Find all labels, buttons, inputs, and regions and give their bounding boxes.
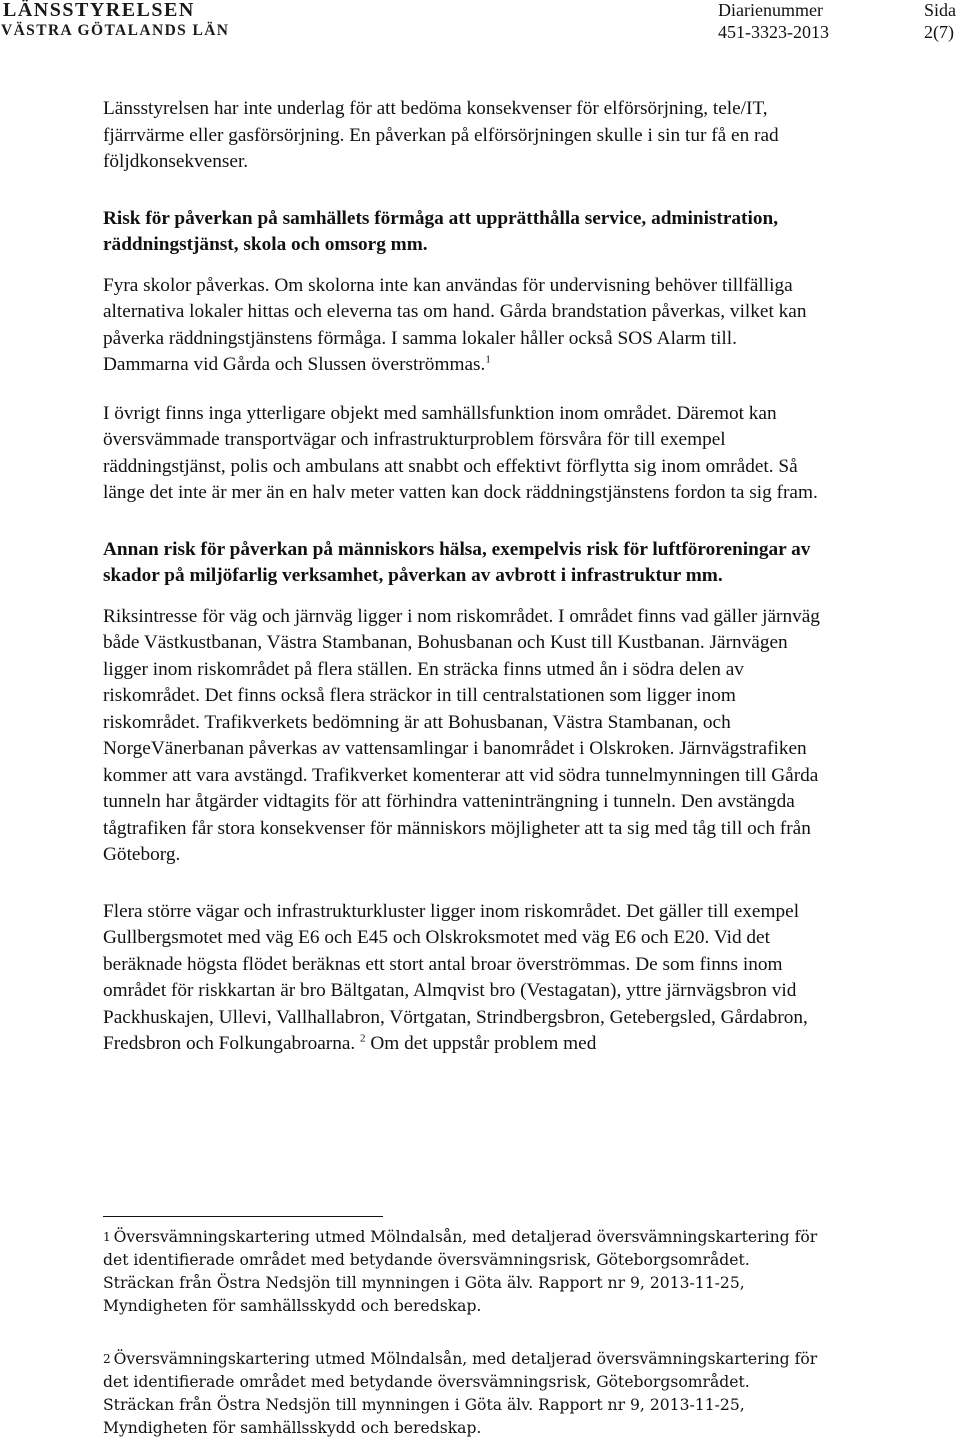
paragraph-roads-continuation: Om det uppstår problem med [370,1033,597,1054]
diarienummer-value: 451-3323-2013 [718,22,829,42]
agency-logo-county: VÄSTRA GÖTALANDS LÄN [1,22,230,39]
paragraph-utilities: Länsstyrelsen har inte underlag för att bedöma konsekvenser för elförsörjning, tele/IT, fjärrvärme eller gasförsörjning. En påverkan på elförsörjningen skulle i sin tur få en rad följdkonsekvenser. [103,98,779,172]
footnote-ref-1[interactable]: 1 [485,353,491,366]
agency-logo-name: LÄNSSTYRELSEN [3,0,195,21]
footnote-1-mark: 1 [103,1230,111,1244]
page-label: Sida [924,0,957,20]
page-number: 2(7) [924,22,954,42]
heading-public-services: Risk för påverkan på samhällets förmåga att upprätthålla service, administration, räddningstjänst, skola och omsorg mm. [103,207,779,255]
footnote-2 [103,1348,823,1440]
heading-health-risks: Annan risk för påverkan på människors hälsa, exempelvis risk för luftföroreningar av skador på miljöfarlig verksamhet, påverkan av avbrott i infrastruktur mm. [103,538,811,586]
paragraph-roads-bridges [103,899,823,1058]
paragraph-schools [103,273,823,379]
footnote-1-text: Översvämningskartering utmed Mölndalsån, med detaljerad översvämningskartering för det identifierade området med betydande översvämningsrisk, Göteborgsområdet. Sträckan från Östra Nedsjön till mynningen i Göta älv. Rapport nr 9, 2013-11-25, Myndigheten för samhällsskydd och beredskap. [103,1228,818,1315]
paragraph-roads-text: Flera större vägar och infrastrukturkluster ligger inom riskområdet. Det gäller till exempel Gullbergsmotet med väg E6 och E45 och Olskroksmotet med väg E6 och E20. Vid det beräknade högsta flödet beräknas ett stort antal broar överströmmas. De som finns inom området för riskkartan är bro Bältgatan, Almqvist bro (Vestagatan), yttre järnvägsbron vid Packhuskajen, Ullevi, Vallhallabron, Vörtgatan, Strindbergsbron, Getebergsled, Gårdabron, Fredsbron och Folkungabroarna. [103,900,808,1054]
paragraph-railway: Riksintresse för väg och järnväg ligger i nom riskområdet. I området finns vad gäller järnväg både Västkustbanan, Västra Stambanan, Bohusbanan och Kust till Kustbanan. Järnvägen ligger inom riskområdet på flera ställen. En sträcka finns utmed ån i södra delen av riskområdet. Det finns också flera sträckor in till centralstationen som ligger inom riskområdet. Trafikverkets bedömning är att Bohusbanan, Västra Stambanan, och NorgeVänerbanan påverkas av vattensamlingar i banområdet i Olskroken. Järnvägstrafiken kommer att vara avstängd. Trafikverket komenterar att vid södra tunnelmynningen till Gårda tunneln har åtgärder vidtagits för att förhindra vatteninträngning i tunneln. Den avstängda tågtrafiken får stora konsekvenser för människors möjligheter att ta sig med tåg till och från Göteborg. [103,605,820,865]
paragraph-schools-text: Fyra skolor påverkas. Om skolorna inte kan användas för undervisning behöver tillfälliga alternativa lokaler hittas och eleverna tas om hand. Gårda brandstation påverkas, vilket kan påverka räddningstjänstens förmåga. I samma lokaler håller också SOS Alarm till. Dammarna vid Gårda och Slussen överströmmas. [103,274,807,375]
footnote-2-text: Översvämningskartering utmed Mölndalsån, med detaljerad översvämningskartering för det identifierade området med betydande översvämningsrisk, Göteborgsområdet. Sträckan från Östra Nedsjön till mynningen i Göta älv. Rapport nr 9, 2013-11-25, Myndigheten för samhällsskydd och beredskap. [103,1350,818,1437]
footnote-ref-2[interactable]: 2 [360,1032,366,1045]
paragraph-other-functions: I övrigt finns inga ytterligare objekt med samhällsfunktion inom området. Däremot kan översvämmade transportvägar och infrastrukturproblem försvåra för till exempel räddningstjänst, polis och ambulans att snabbt och effektivt förflytta sig inom området. Så länge det inte är mer än en halv meter vatten kan dock räddningstjänstens fordon ta sig fram. [103,402,818,503]
footnote-separator [103,1216,383,1217]
footnotes [103,1226,823,1440]
footnote-1 [103,1226,823,1318]
page-header [0,0,960,48]
document-body [103,96,823,1058]
diarienummer-label: Diarienummer [718,0,823,20]
footnote-2-mark: 2 [103,1352,111,1366]
